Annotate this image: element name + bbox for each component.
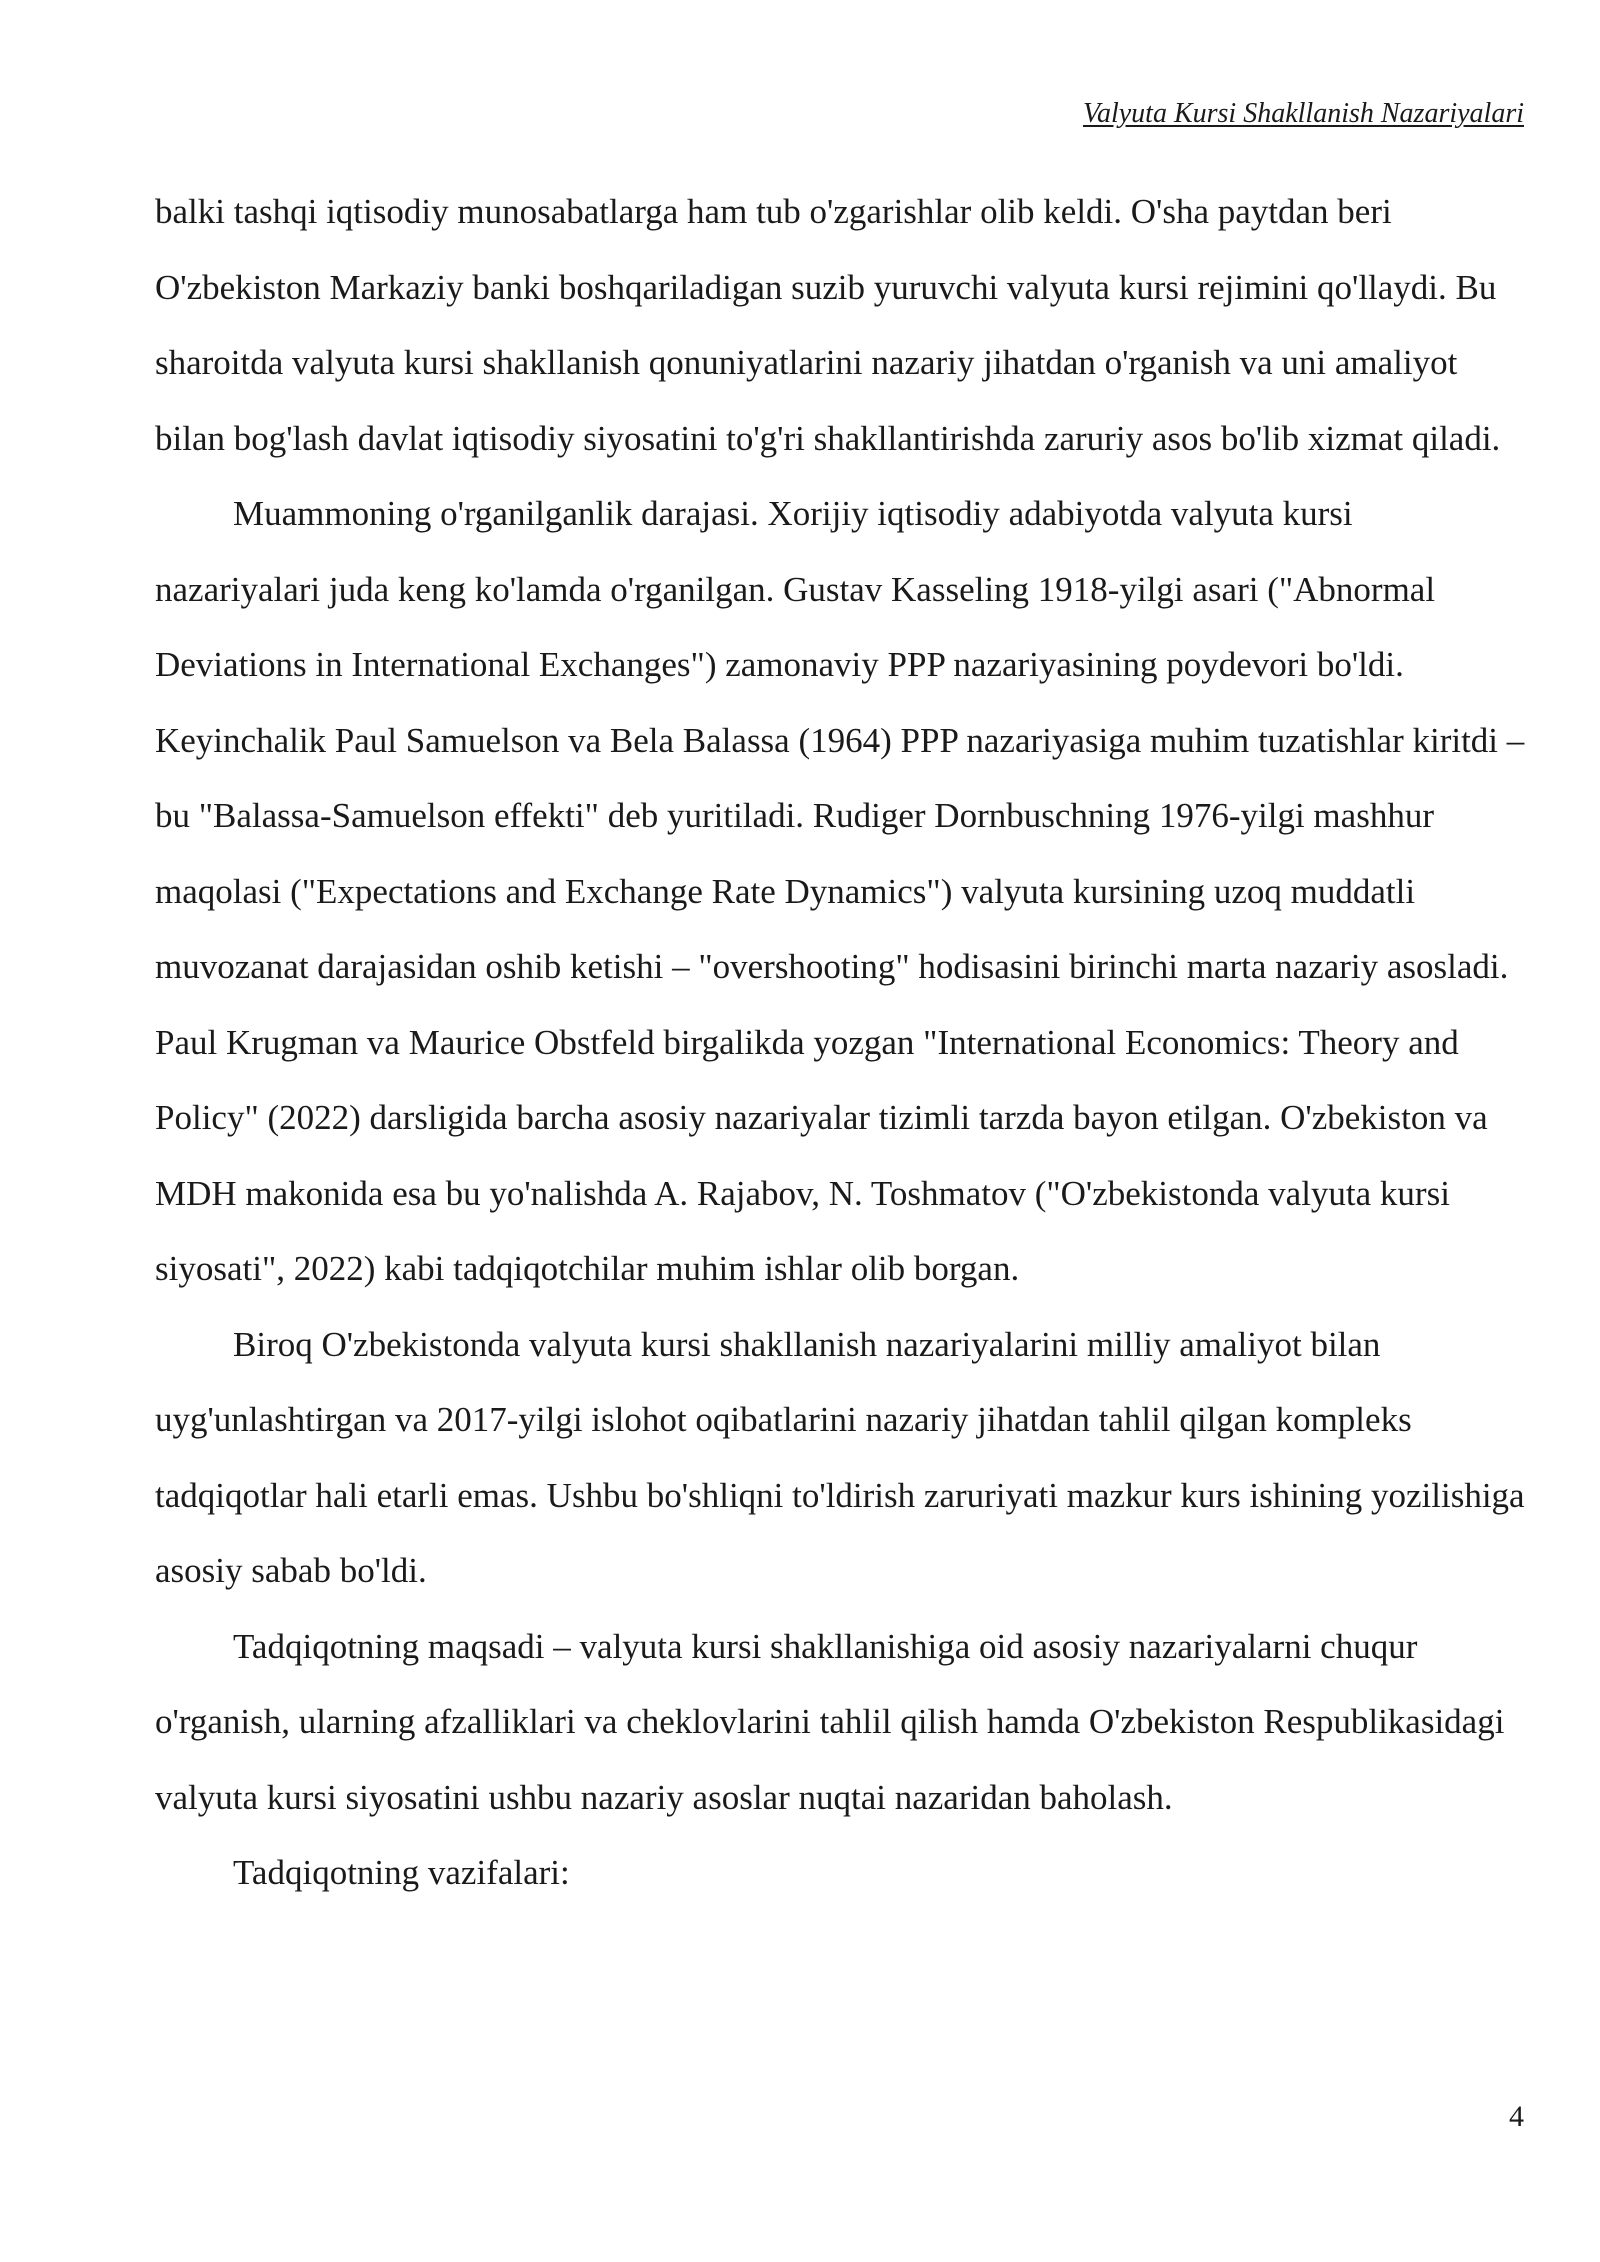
paragraph-research-goal: Tadqiqotning maqsadi – valyuta kursi shakllanishiga oid asosiy nazariyalarni chuqur o'rganish, ularning afzalliklari va cheklovlarini tahlil qilish hamda O'zbekiston Respublikasidagi valyuta kursi siyosatini ushbu nazariy asoslar nuqtai nazaridan baholash. [155,1626,1505,1817]
body-text [155,174,1525,1911]
paragraph-research-tasks-heading: Tadqiqotning vazifalari: [233,1853,570,1892]
page-number: 4 [1509,2100,1524,2133]
running-header-title: Valyuta Kursi Shakllanish Nazariyalari [1082,98,1524,129]
paragraph-continuation: balki tashqi iqtisodiy munosabatlarga ham tub o'zgarishlar olib keldi. O'sha paytdan beri O'zbekiston Markaziy banki boshqariladigan suzib yuruvchi valyuta kursi rejimini qo'llaydi. Bu sharoitda valyuta kursi shakllanish qonuniyatlarini nazariy jihatdan o'rganish va uni amaliyot bilan bog'lash davlat iqtisodiy siyosatini to'g'ri shakllantirishda zaruriy asos bo'lib xizmat qiladi. [155,192,1501,458]
paragraph-literature-review: Muammoning o'rganilganlik darajasi. Xorijiy iqtisodiy adabiyotda valyuta kursi nazariyalari juda keng ko'lamda o'rganilgan. Gustav Kasseling 1918-yilgi asari ("Abnormal Deviations in International Exchanges") zamonaviy PPP nazariyasining poydevori bo'ldi. Keyinchalik Paul Samuelson va Bela Balassa (1964) PPP nazariyasiga muhim tuzatishlar kiritdi – bu "Balassa-Samuelson effekti" deb yuritiladi. Rudiger Dornbuschning 1976-yilgi mashhur maqolasi ("Expectations and Exchange Rate Dynamics") valyuta kursining uzoq muddatli muvozanat darajasidan oshib ketishi – "overshooting" hodisasini birinchi marta nazariy asosladi. Paul Krugman va Maurice Obstfeld birgalikda yozgan "International Economics: Theory and Policy" (2022) darsligida barcha asosiy nazariyalar tizimli tarzda bayon etilgan. O'zbekiston va MDH makonida esa bu yo'nalishda A. Rajabov, N. Toshmatov ("O'zbekistonda valyuta kursi siyosati", 2022) kabi tadqiqotchilar muhim ishlar olib borgan. [155,494,1525,1288]
paragraph-research-gap: Biroq O'zbekistonda valyuta kursi shakllanish nazariyalarini milliy amaliyot bilan uyg'unlashtirgan va 2017-yilgi islohot oqibatlarini nazariy jihatdan tahlil qilgan kompleks tadqiqotlar hali etarli emas. Ushbu bo'shliqni to'ldirish zaruriyati mazkur kurs ishining yozilishiga asosiy sabab bo'ldi. [155,1324,1525,1590]
